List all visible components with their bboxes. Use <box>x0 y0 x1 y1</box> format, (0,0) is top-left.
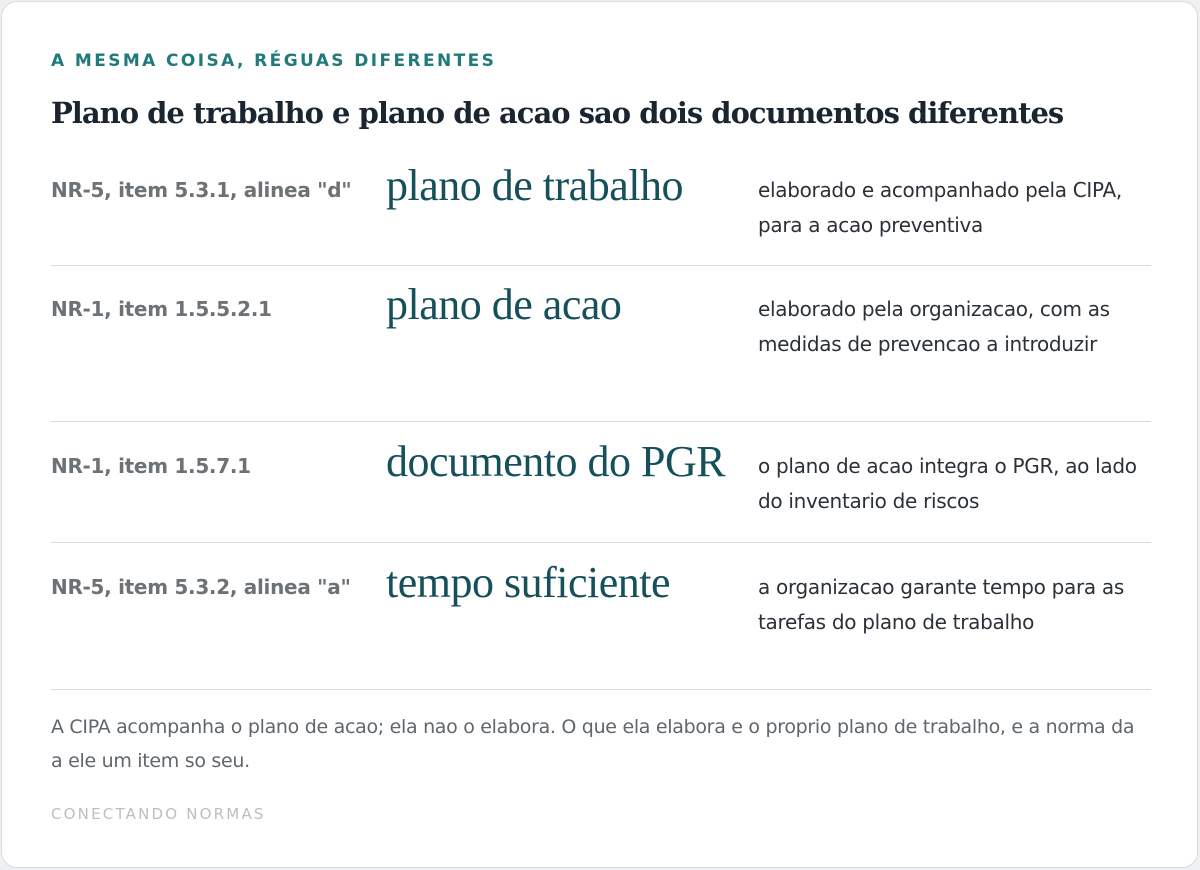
term-label: documento do PGR <box>386 437 726 486</box>
list-item <box>51 153 1151 266</box>
term-label: plano de trabalho <box>386 161 683 210</box>
comparison-list <box>51 153 1151 690</box>
term-label: tempo suficiente <box>386 558 671 607</box>
term-label: plano de acao <box>386 280 622 329</box>
term-description: a organizacao garante tempo para as tarefas do plano de trabalho <box>758 575 1124 634</box>
norm-reference: NR-5, item 5.3.2, alinea "a" <box>51 575 351 599</box>
page-title: Plano de trabalho e plano de acao sao dois documentos diferentes <box>51 96 1064 130</box>
norm-reference: NR-1, item 1.5.7.1 <box>51 454 251 478</box>
norm-reference: NR-1, item 1.5.5.2.1 <box>51 297 272 321</box>
term-description: o plano de acao integra o PGR, ao lado do inventario de riscos <box>758 454 1137 513</box>
term-description: elaborado e acompanhado pela CIPA, para a acao preventiva <box>758 178 1122 237</box>
brand-label: CONECTANDO NORMAS <box>51 805 266 823</box>
eyebrow-label: A MESMA COISA, RÉGUAS DIFERENTES <box>51 51 497 71</box>
norm-reference: NR-5, item 5.3.1, alinea "d" <box>51 178 352 202</box>
list-item <box>51 266 1151 422</box>
card <box>1 1 1198 868</box>
list-item <box>51 543 1151 690</box>
term-description: elaborado pela organizacao, com as medidas de prevencao a introduzir <box>758 297 1110 356</box>
footnote: A CIPA acompanha o plano de acao; ela nao o elabora. O que ela elabora e o proprio plano de trabalho, e a norma da a ele um item so seu. <box>51 716 1135 772</box>
list-item <box>51 422 1151 543</box>
